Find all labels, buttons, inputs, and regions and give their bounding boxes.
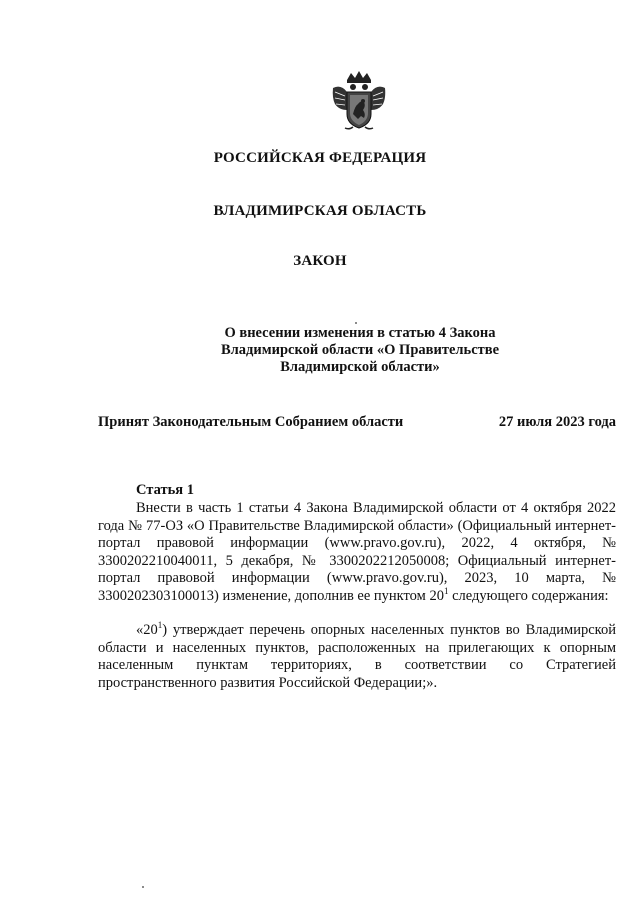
superscript: 1 [443, 585, 449, 596]
paragraph-text: ) утверждает перечень опорных населенных пунктов во Владимирской области и населенных пунктов, расположенных на прилегающих к опорным населенным пунктам территориях, в соответствии со Стратегией пространственного развития Российской Федерации;». [98, 622, 616, 691]
paragraph-text: следующего содержания: [448, 587, 609, 604]
adopted-by-label: Принят Законодательным Собранием области [98, 414, 404, 430]
article-paragraph-2 [98, 622, 616, 692]
law-subject [150, 325, 570, 376]
document-type-title: ЗАКОН [293, 253, 347, 269]
adoption-date: 27 июля 2023 года [498, 414, 616, 430]
scan-speck [142, 886, 144, 888]
superscript: 1 [157, 620, 163, 631]
subject-line: О внесении изменения в статью 4 Закона [224, 325, 496, 341]
paragraph-text: «20 [136, 622, 158, 638]
region-title: ВЛАДИМИРСКАЯ ОБЛАСТЬ [213, 203, 427, 219]
subject-line: Владимирской области» [280, 359, 440, 375]
coat-of-arms-icon [331, 70, 387, 134]
article-paragraph-1 [98, 500, 616, 605]
subject-line: Владимирской области «О Правительстве [220, 342, 500, 358]
article-title: Статья 1 [136, 482, 194, 498]
adoption-info [98, 414, 616, 431]
scan-speck [355, 322, 357, 324]
paragraph-text: Внести в часть 1 статьи 4 Закона Владимирской области от 4 октября 2022 года № 77-ОЗ «О Правительстве Владимирской области» (Официальный интернет-портал правовой информации (www.pravo.gov.ru), 2022, 4 октября, № 3300202210040011, 5 декабря, № 3300202212050008; Официальный интернет-портал правовой информации (www.pravo.gov.ru), 2023, 10 марта, № 3300202303100013) изменение, дополнив ее пунктом 20 [98, 500, 616, 604]
country-title: РОССИЙСКАЯ ФЕДЕРАЦИЯ [213, 150, 427, 166]
